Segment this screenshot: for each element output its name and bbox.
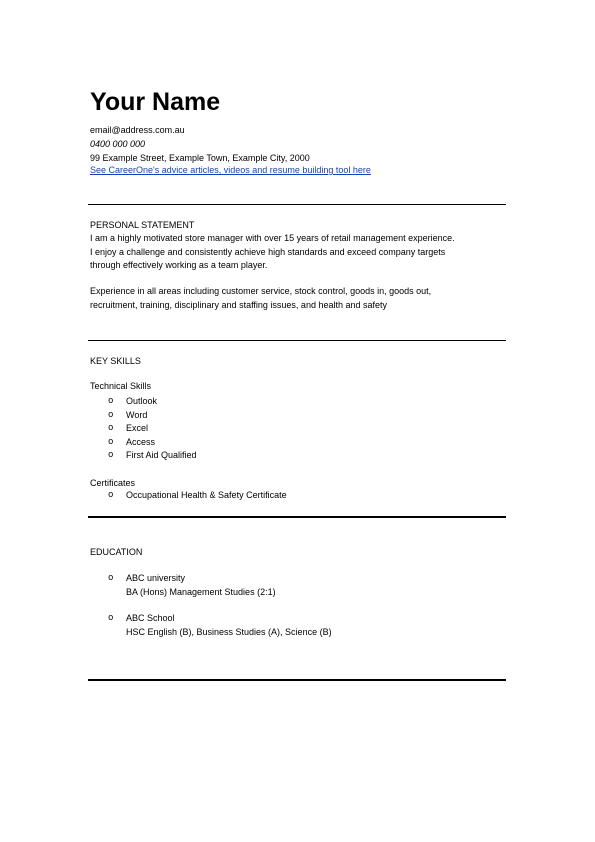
address-text: 99 Example Street, Example Town, Example City, 2000 — [90, 153, 310, 163]
skill-label: Access — [126, 436, 156, 447]
list-item — [108, 612, 332, 626]
skill-label: Word — [126, 409, 148, 420]
experience-line: recruitment, training, disciplinary and staffing issues, and health and safety — [90, 299, 387, 310]
divider-line — [88, 340, 506, 341]
list-item — [108, 436, 197, 450]
bullet-icon: o — [108, 450, 114, 460]
careerone-link[interactable]: See CareerOne's advice articles, videos and resume building tool here — [90, 165, 371, 175]
divider-line — [88, 516, 506, 518]
divider-line — [88, 204, 506, 205]
section-title-education: EDUCATION — [90, 547, 143, 557]
list-item — [108, 449, 197, 463]
statement-line: I enjoy a challenge and consistently achieve high standards and exceed company targets — [90, 246, 446, 257]
list-item — [108, 489, 287, 503]
bullet-icon: o — [108, 409, 114, 420]
technical-skills-heading: Technical Skills — [90, 381, 152, 391]
certificates-list — [108, 489, 287, 503]
education-entry — [108, 612, 332, 639]
email-text: email@address.com.au — [90, 125, 185, 135]
degree-detail-row — [108, 586, 276, 600]
bullet-icon: o — [108, 436, 114, 447]
experience-text — [90, 285, 510, 312]
section-title-personal-statement: PERSONAL STATEMENT — [90, 220, 195, 230]
personal-statement-text — [90, 232, 510, 273]
list-item — [108, 422, 197, 436]
bullet-icon: o — [108, 423, 114, 433]
section-title-key-skills: KEY SKILLS — [90, 356, 141, 366]
certificates-heading: Certificates — [90, 478, 136, 488]
technical-skills-list — [108, 395, 197, 463]
statement-line: I am a highly motivated store manager with over 15 years of retail management experience. — [90, 233, 455, 243]
phone-text: 0400 000 000 — [90, 139, 146, 149]
list-item — [108, 395, 197, 409]
resume-name: Your Name — [90, 88, 221, 116]
list-item — [108, 572, 276, 586]
contact-block — [90, 123, 310, 165]
divider-line — [88, 679, 506, 681]
degree-detail: BA (Hons) Management Studies (2:1) — [126, 586, 276, 597]
bullet-icon: o — [108, 396, 114, 406]
statement-line: through effectively working as a team player. — [90, 260, 268, 270]
education-entry — [108, 572, 276, 599]
certificate-label: Occupational Health & Safety Certificate — [126, 490, 287, 500]
school-name: ABC university — [126, 573, 186, 583]
experience-line: Experience in all areas including customer service, stock control, goods in, goods out, — [90, 286, 432, 296]
degree-detail: HSC English (B), Business Studies (A), Science (B) — [126, 626, 332, 637]
bullet-icon: o — [108, 490, 114, 500]
school-name: ABC School — [126, 613, 175, 623]
skill-label: Excel — [126, 423, 149, 433]
skill-label: First Aid Qualified — [126, 450, 197, 460]
bullet-icon: o — [108, 613, 114, 623]
skill-label: Outlook — [126, 396, 158, 406]
degree-detail-row — [108, 626, 332, 640]
list-item — [108, 409, 197, 423]
bullet-icon: o — [108, 573, 114, 583]
